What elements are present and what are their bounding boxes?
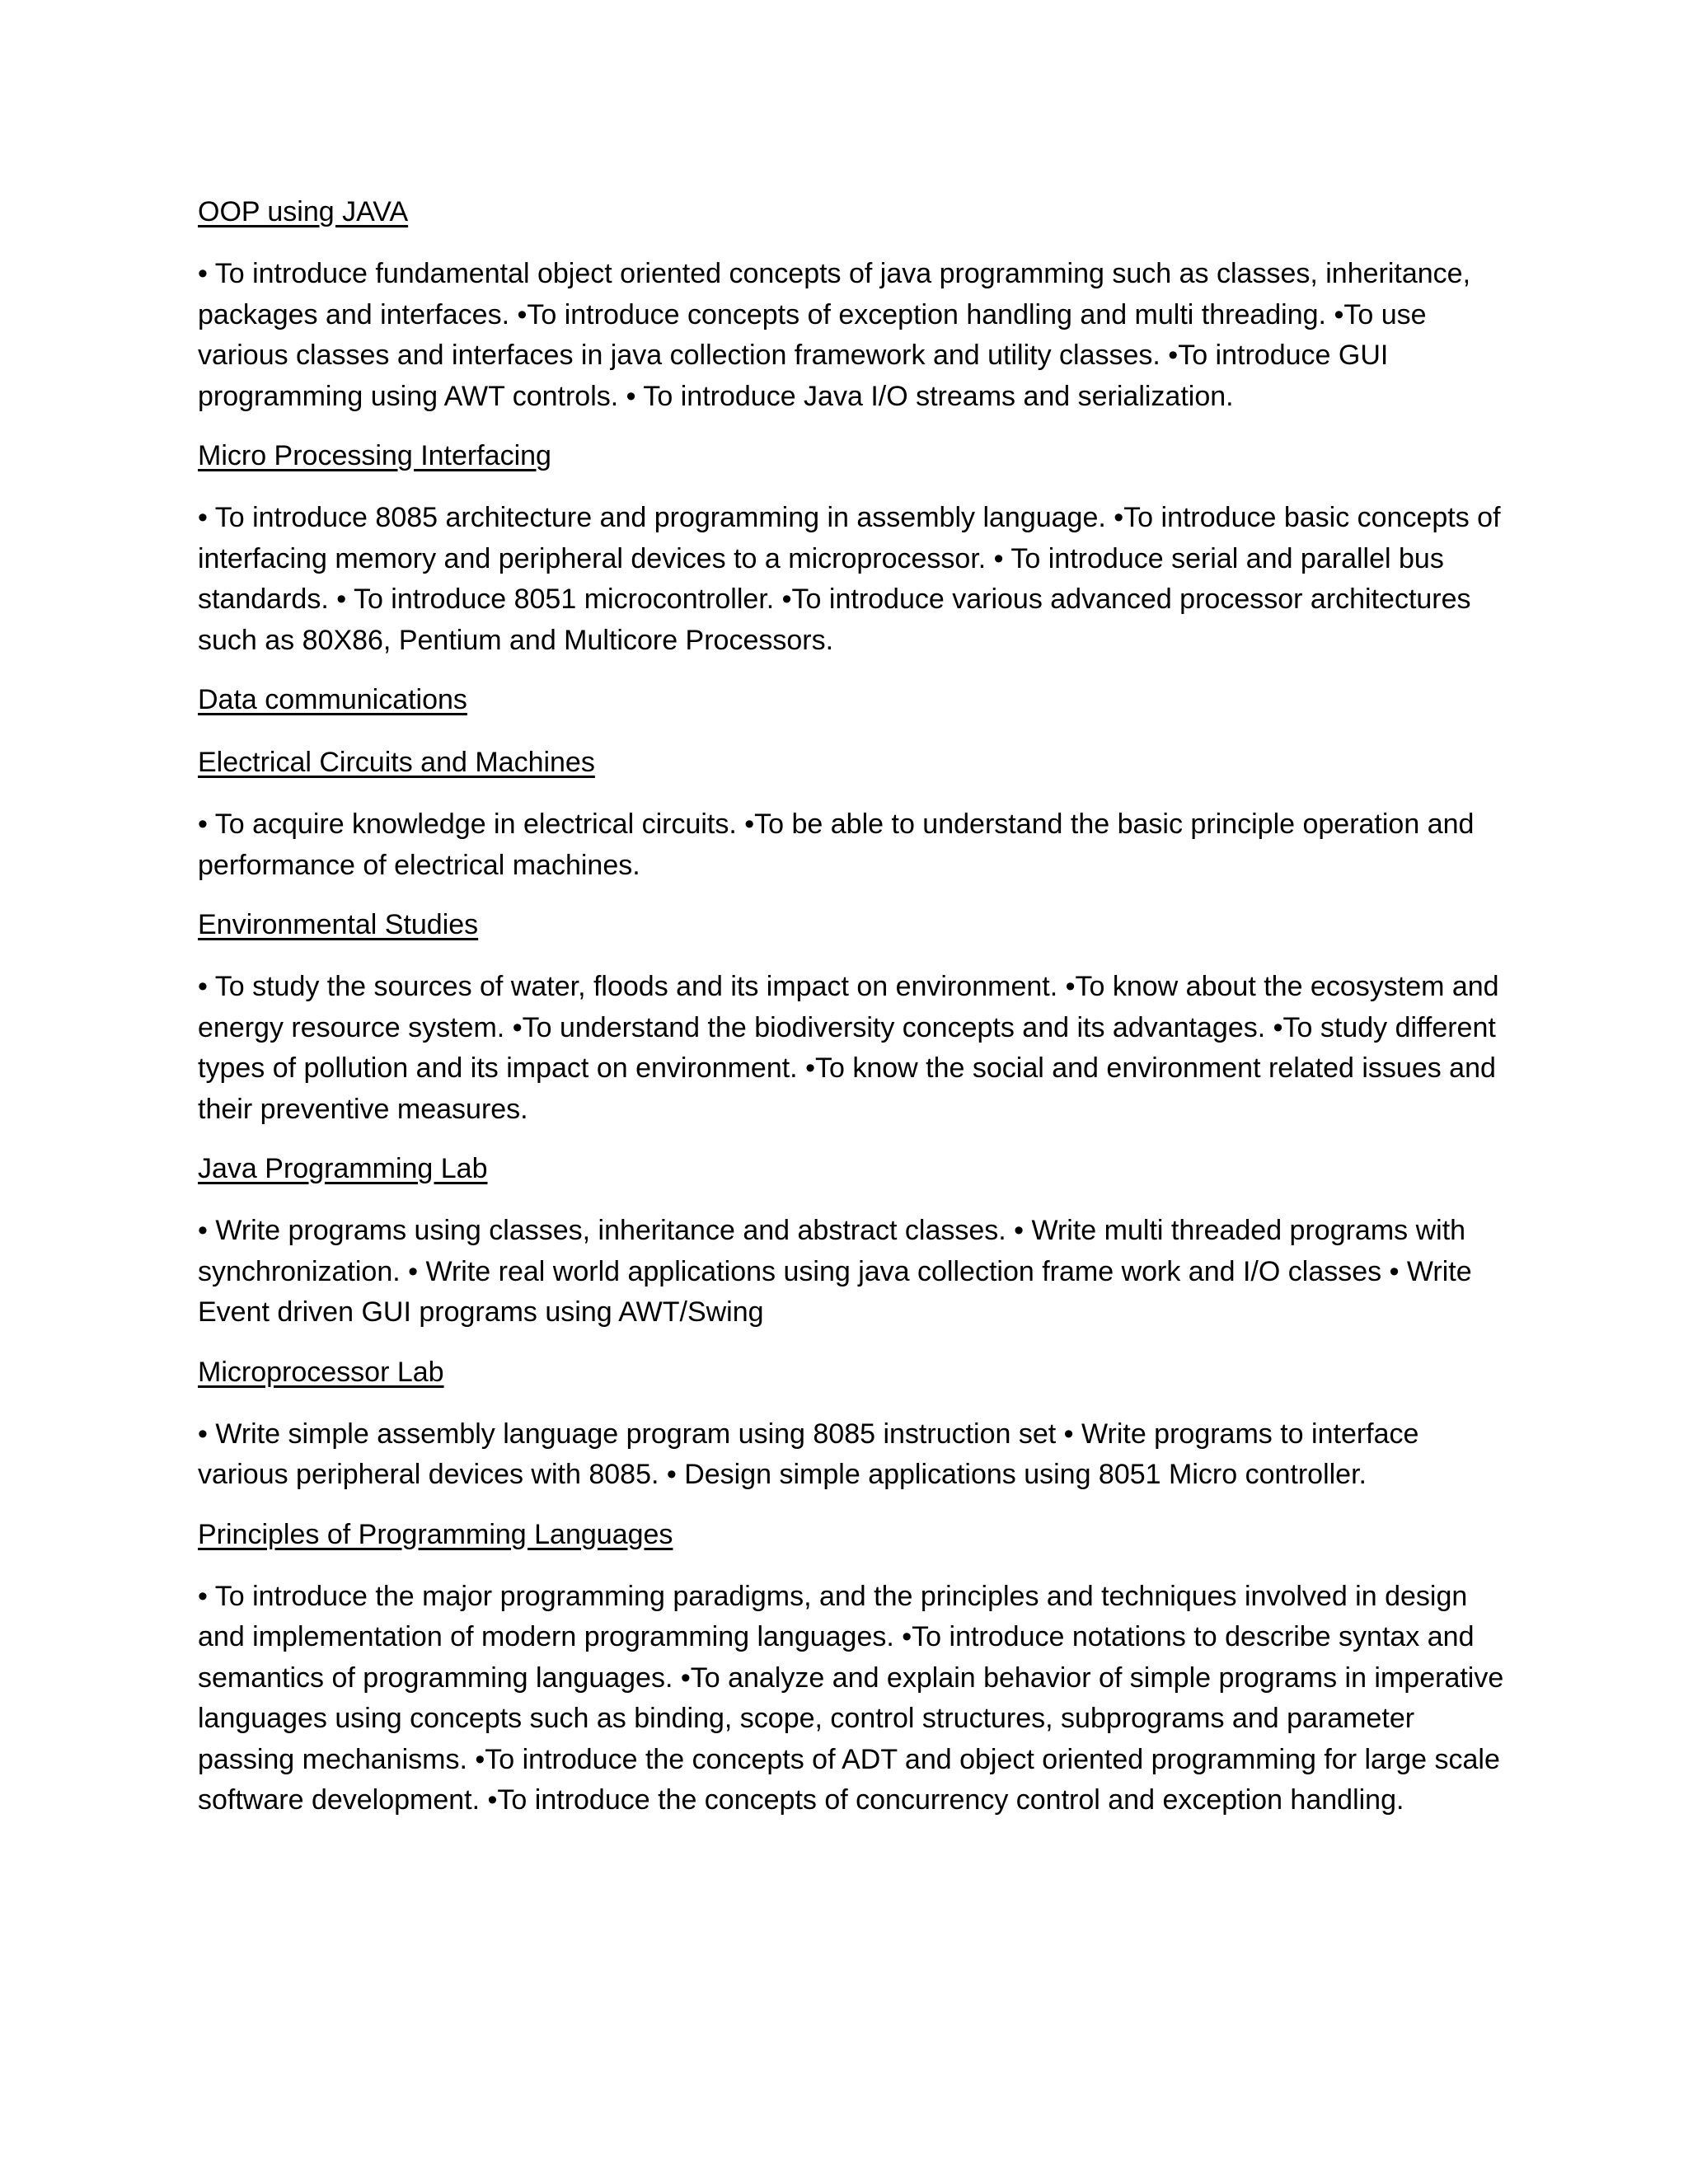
section-heading-oop-java: OOP using JAVA — [198, 196, 409, 227]
section-text-micro-processing: • To introduce 8085 architecture and programming in assembly language. •To introduce basic concepts of interfacing memory and peripheral devices to a microprocessor. • To introduce serial and parallel bus standards. • To introduce 8051 microcontroller. •To introduce various advanced processor architectures such as 80X86, Pentium and Multicore Processors. — [198, 502, 1501, 656]
document-content — [198, 191, 1517, 1840]
section-heading-micro-processing: Micro Processing Interfacing — [198, 440, 551, 471]
section-heading-electrical-circuits: Electrical Circuits and Machines — [198, 747, 595, 778]
section-text-electrical-circuits: • To acquire knowledge in electrical circuits. •To be able to understand the basic principle operation and performance of electrical machines. — [198, 808, 1475, 881]
section-heading-microprocessor-lab: Microprocessor Lab — [198, 1356, 444, 1388]
section-heading-data-communications: Data communications — [198, 684, 467, 715]
section-text-programming-languages: • To introduce the major programming paradigms, and the principles and techniques involved in design and implementation of modern programming languages. •To introduce notations to describe syntax and semantics of programming languages. •To analyze and explain behavior of simple programs in imperative languages using concepts such as binding, scope, control structures, subprograms and parameter passing mechanisms. •To introduce the concepts of ADT and object oriented programming for large scale software development. •To introduce the concepts of concurrency control and exception handling. — [198, 1580, 1504, 1816]
section-text-environmental-studies: • To study the sources of water, floods and its impact on environment. •To know about the ecosystem and energy resource system. •To understand the biodiversity concepts and its advantages. •To study different types of pollution and its impact on environment. •To know the social and environment related issues and their preventive measures. — [198, 971, 1499, 1125]
section-heading-java-lab: Java Programming Lab — [198, 1153, 488, 1184]
section-heading-environmental-studies: Environmental Studies — [198, 909, 479, 940]
section-text-oop-java: • To introduce fundamental object oriented concepts of java programming such as classes, inheritance, packages and interfaces. •To introduce concepts of exception handling and multi threading. •To use various classes and interfaces in java collection framework and utility classes. •To introduce GUI programming using AWT controls. • To introduce Java I/O streams and serialization. — [198, 258, 1471, 412]
section-heading-programming-languages: Principles of Programming Languages — [198, 1518, 673, 1550]
section-text-microprocessor-lab: • Write simple assembly language program using 8085 instruction set • Write programs to interface various peripheral devices with 8085. • Design simple applications using 8051 Micro controller. — [198, 1418, 1419, 1490]
section-text-java-lab: • Write programs using classes, inheritance and abstract classes. • Write multi threaded programs with synchronization. • Write real world applications using java collection frame work and I/O classes • Write Event driven GUI programs using AWT/Swing — [198, 1215, 1472, 1328]
